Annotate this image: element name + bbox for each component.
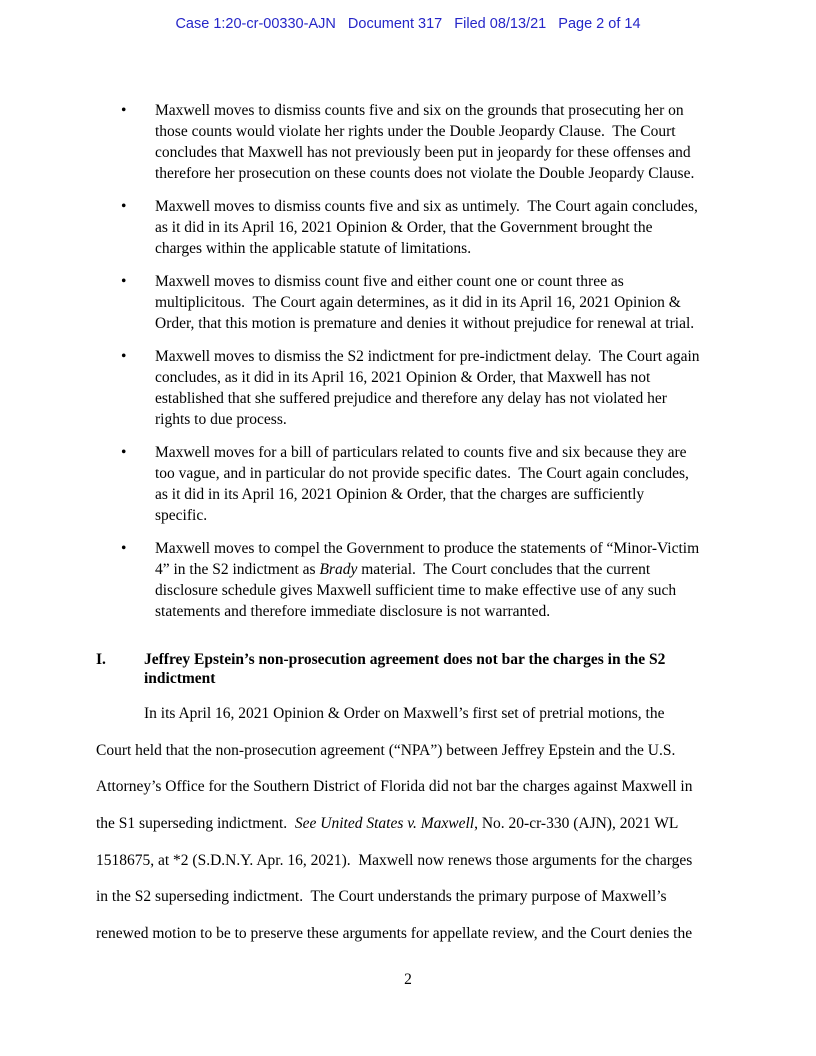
bullet-icon: •: [121, 444, 127, 461]
text-line: as it did in its April 16, 2021 Opinion & Order, that the charges are sufficiently: [155, 486, 645, 503]
bullet-icon: •: [121, 198, 127, 215]
text-line: indictment: [144, 670, 216, 687]
ecf-header-stamp: Case 1:20-cr-00330-AJN Document 317 Filed 08/13/21 Page 2 of 14: [175, 16, 641, 32]
bullet-icon: •: [121, 102, 127, 119]
text-line: Maxwell moves to dismiss count five and either count one or count three as: [155, 273, 624, 290]
text-line: therefore her prosecution on these counts does not violate the Double Jeopardy Clause.: [155, 165, 695, 182]
text-line: disclosure schedule gives Maxwell sufficient time to make effective use of any such: [155, 582, 677, 599]
text-line: statements and therefore immediate disclosure is not warranted.: [155, 603, 551, 620]
bullet-text: [155, 538, 699, 622]
bullet-icon: •: [121, 273, 127, 290]
text-line: multiplicitous. The Court again determines, as it did in its April 16, 2021 Opinion &: [155, 294, 681, 311]
body-paragraph: [96, 703, 720, 960]
bullet-icon: •: [121, 348, 127, 365]
list-item: [96, 100, 720, 184]
text-line: rights to due process.: [155, 411, 287, 428]
text-line: Maxwell moves to dismiss the S2 indictment for pre-indictment delay. The Court again: [155, 348, 700, 365]
text-line: 1518675, at *2 (S.D.N.Y. Apr. 16, 2021). Maxwell now renews those arguments for the charges: [96, 851, 693, 869]
section-heading: [96, 650, 720, 688]
text-line: Maxwell moves to compel the Government to produce the statements of “Minor-Victim: [155, 540, 700, 557]
section-heading-text: [144, 650, 665, 688]
text-line: Attorney’s Office for the Southern District of Florida did not bar the charges against Maxwell in: [96, 778, 693, 796]
section-number: I.: [96, 651, 106, 668]
list-item: [96, 346, 720, 430]
text-line: Jeffrey Epstein’s non-prosecution agreement does not bar the charges in the S2: [144, 651, 666, 668]
text-line: Maxwell moves to dismiss counts five and six as untimely. The Court again concludes,: [155, 198, 698, 215]
list-item: [96, 442, 720, 526]
text-line: too vague, and in particular do not provide specific dates. The Court again concludes,: [155, 465, 689, 482]
text-line: 4” in the S2 indictment as Brady material. The Court concludes that the current: [155, 561, 651, 578]
text-line: those counts would violate her rights under the Double Jeopardy Clause. The Court: [155, 123, 676, 140]
bullet-list: [96, 100, 720, 622]
bullet-text: [155, 442, 689, 526]
text-line: concludes that Maxwell has not previously been put in jeopardy for these offenses and: [155, 144, 691, 161]
text-line: Maxwell moves for a bill of particulars related to counts five and six because they are: [155, 444, 687, 461]
bullet-text: [155, 346, 700, 430]
text-line: established that she suffered prejudice and therefore any delay has not violated her: [155, 390, 667, 407]
page-number: 2: [404, 971, 412, 988]
text-line: charges within the applicable statute of limitations.: [155, 240, 472, 257]
text-line: specific.: [155, 507, 208, 524]
text-line: as it did in its April 16, 2021 Opinion & Order, that the Government brought the: [155, 219, 653, 236]
list-item: [96, 196, 720, 259]
document-content: [96, 100, 720, 960]
text-line: Order, that this motion is premature and denies it without prejudice for renewal at trial.: [155, 315, 695, 332]
text-line: the S1 superseding indictment. See United States v. Maxwell, No. 20-cr-330 (AJN), 2021 WL: [96, 815, 679, 833]
text-line: Court held that the non-prosecution agreement (“NPA”) between Jeffrey Epstein and the U.S.: [96, 741, 676, 759]
text-line: renewed motion to be to preserve these arguments for appellate review, and the Court denies the: [96, 925, 693, 943]
bullet-text: [155, 196, 698, 259]
bullet-text: [155, 100, 694, 184]
text-line: concludes, as it did in its April 16, 2021 Opinion & Order, that Maxwell has not: [155, 369, 651, 386]
text-line: in the S2 superseding indictment. The Court understands the primary purpose of Maxwell’s: [96, 888, 667, 906]
text-line: Maxwell moves to dismiss counts five and six on the grounds that prosecuting her on: [155, 102, 684, 119]
list-item: [96, 271, 720, 334]
bullet-text: [155, 271, 694, 334]
text-line: In its April 16, 2021 Opinion & Order on Maxwell’s first set of pretrial motions, the: [144, 705, 665, 722]
bullet-icon: •: [121, 540, 127, 557]
list-item: [96, 538, 720, 622]
